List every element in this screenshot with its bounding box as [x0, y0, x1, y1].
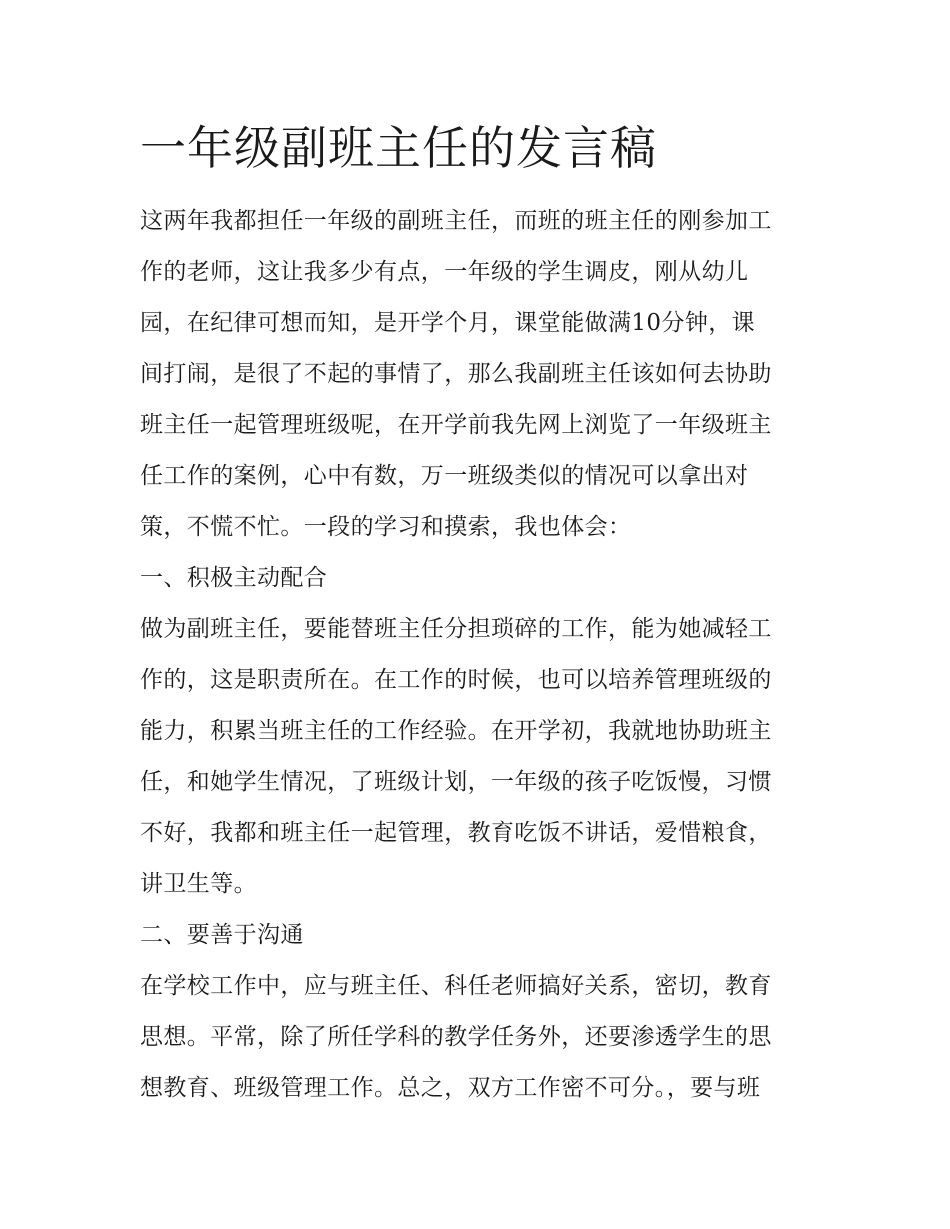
- body-line: 园，在纪律可想而知，是开学个月，课堂能做满10分钟，课: [140, 310, 756, 336]
- body-line: 任工作的案例，心中有数，万一班级类似的情况可以拿出对: [140, 463, 749, 489]
- section-heading-1: 一、积极主动配合: [140, 565, 328, 591]
- body-line: 策，不慌不忙。一段的学习和摸索，我也体会：: [140, 514, 632, 540]
- body-line: 作的，这是职责所在。在工作的时候，也可以培养管理班级的: [140, 667, 772, 693]
- document-title: 一年级副班主任的发言稿: [140, 121, 657, 175]
- section-heading-2: 二、要善于沟通: [140, 922, 304, 948]
- body-line: 想教育、班级管理工作。总之，双方工作密不可分。，要与班: [140, 1075, 761, 1101]
- body-line: 在学校工作中，应与班主任、科任老师搞好关系，密切，教育: [140, 973, 772, 999]
- body-line: 做为副班主任，要能替班主任分担琐碎的工作，能为她减轻工: [140, 616, 772, 642]
- body-line: 思想。平常，除了所任学科的教学任务外，还要渗透学生的思: [140, 1024, 772, 1050]
- body-line: 能力，积累当班主任的工作经验。在开学初，我就地协助班主: [140, 718, 772, 744]
- body-line: 作的老师，这让我多少有点，一年级的学生调皮，刚从幼儿: [140, 259, 749, 285]
- body-line: 任，和她学生情况，了班级计划，一年级的孩子吃饭慢，习惯: [140, 769, 772, 795]
- body-line: 这两年我都担任一年级的副班主任，而班的班主任的刚参加工: [140, 208, 772, 234]
- body-line: 讲卫生等。: [140, 871, 257, 897]
- body-line: 不好，我都和班主任一起管理，教育吃饭不讲话，爱惜粮食，: [140, 820, 772, 846]
- body-line: 间打闹，是很了不起的事情了，那么我副班主任该如何去协助: [140, 361, 772, 387]
- document-body: [140, 196, 820, 1114]
- body-line: 班主任一起管理班级呢，在开学前我先网上浏览了一年级班主: [140, 412, 772, 438]
